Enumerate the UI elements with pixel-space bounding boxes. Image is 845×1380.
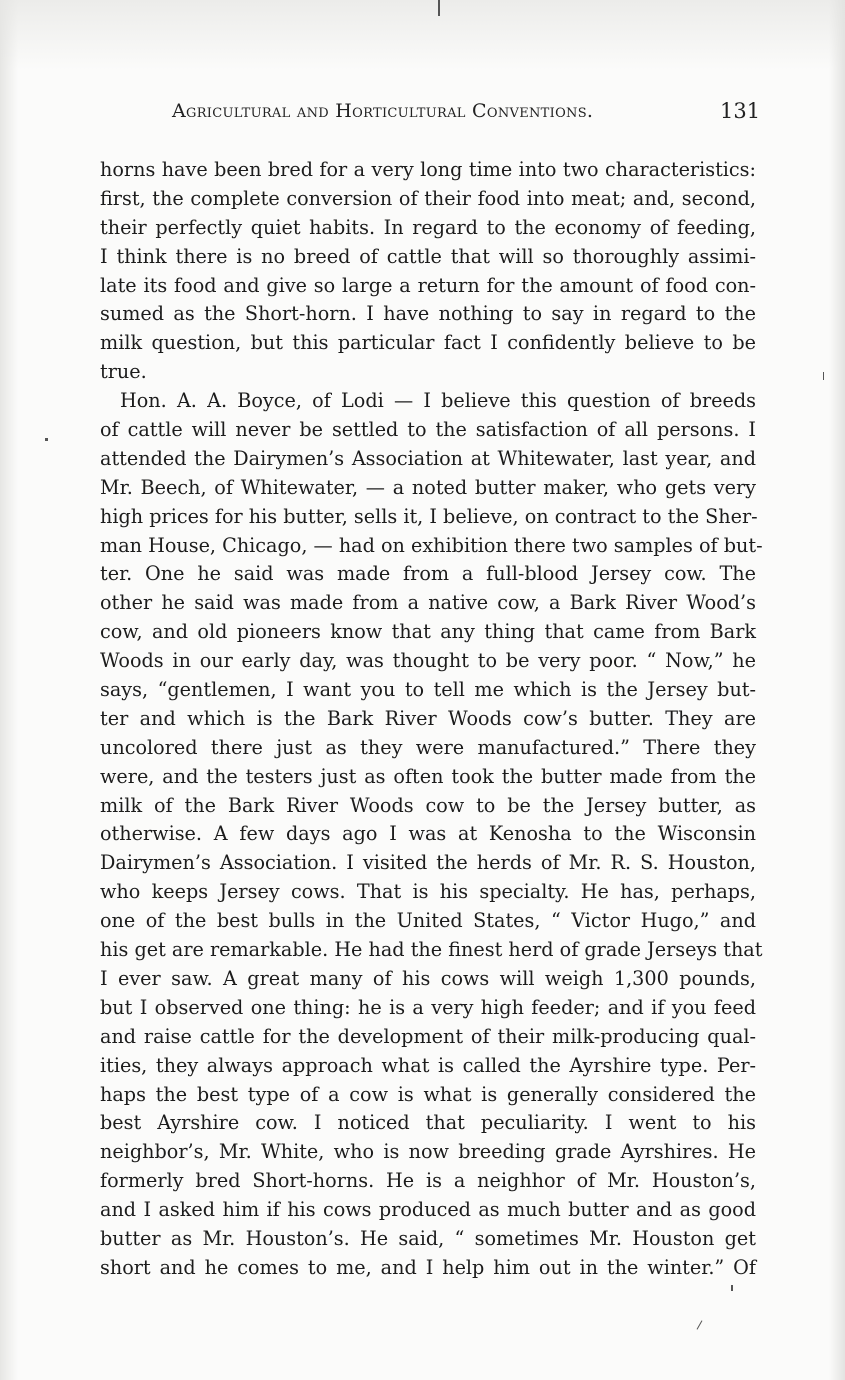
- text-line: butter as Mr. Houston’s. He said, “ sometimes Mr. Houston get: [100, 1226, 756, 1250]
- paragraph-start-line: Hon. A. A. Boyce, of Lodi — I believe this question of breeds: [120, 389, 756, 413]
- text-line: horns have been bred for a very long time into two characteristics:: [100, 158, 756, 181]
- text-line: man House, Chicago, — had on exhibition there two samples of but-: [100, 533, 763, 557]
- text-line: of cattle will never be settled to the satisfaction of all persons. I: [100, 418, 756, 442]
- text-line: and I asked him if his cows produced as much butter and as good: [100, 1198, 756, 1222]
- text-line: I think there is no breed of cattle that will so thoroughly assimi-: [100, 244, 756, 268]
- text-line: best Ayrshire cow. I noticed that peculiarity. I went to his: [100, 1111, 756, 1135]
- text-line: milk of the Bark River Woods cow to be the Jersey butter, as: [100, 793, 756, 817]
- text-line: other he said was made from a native cow, a Bark River Wood’s: [100, 591, 756, 615]
- text-line: who keeps Jersey cows. That is his specialty. He has, perhaps,: [100, 880, 756, 904]
- text-line: says, “gentlemen, I want you to tell me which is the Jersey but-: [100, 678, 756, 702]
- text-line: otherwise. A few days ago I was at Kenosha to the Wisconsin: [100, 822, 756, 846]
- scan-mark: [823, 372, 824, 380]
- text-line: his get are remarkable. He had the finest herd of grade Jerseys that: [100, 938, 763, 962]
- text-line: short and he comes to me, and I help him out in the winter.” Of: [100, 1255, 756, 1279]
- running-title: Agricultural and Horticultural Conventions.: [172, 100, 594, 122]
- text-line: but I observed one thing: he is a very high feeder; and if you feed: [100, 995, 756, 1019]
- text-line: and raise cattle for the development of their milk-producing qual-: [100, 1024, 756, 1048]
- page-edge-shadow-right: [829, 0, 845, 1380]
- text-line: Woods in our early day, was thought to be very poor. “ Now,” he: [100, 649, 756, 673]
- text-line: cow, and old pioneers know that any thing that came from Bark: [100, 620, 756, 644]
- text-line: milk question, but this particular fact I confidently believe to be: [100, 331, 756, 355]
- page-edge-shadow-left: [0, 0, 18, 1380]
- scan-mark: [45, 438, 48, 441]
- page-number: 131: [720, 99, 761, 123]
- text-line: Dairymen’s Association. I visited the herds of Mr. R. S. Houston,: [100, 851, 756, 875]
- text-line: their perfectly quiet habits. In regard to the economy of feeding,: [100, 215, 756, 239]
- text-line: late its food and give so large a return for the amount of food con-: [100, 273, 756, 297]
- scan-mark: [438, 0, 440, 16]
- text-line: one of the best bulls in the United States, “ Victor Hugo,” and: [100, 909, 756, 933]
- text-line: neighbor’s, Mr. White, who is now breeding grade Ayrshires. He: [100, 1140, 756, 1164]
- text-line: I ever saw. A great many of his cows will weigh 1,300 pounds,: [100, 966, 756, 990]
- text-line: were, and the testers just as often took the butter made from the: [100, 764, 756, 788]
- text-line: sumed as the Short-horn. I have nothing to say in regard to the: [100, 302, 756, 326]
- text-line: first, the complete conversion of their food into meat; and, second,: [100, 186, 756, 210]
- page-edge-shadow-top: [0, 0, 845, 70]
- text-line: attended the Dairymen’s Association at Whitewater, last year, and: [100, 446, 756, 470]
- scan-mark: [731, 1285, 733, 1291]
- body-text: [100, 156, 763, 1283]
- text-line: haps the best type of a cow is what is generally considered the: [100, 1082, 756, 1106]
- text-line: high prices for his butter, sells it, I believe, on contract to the Sher-: [100, 504, 758, 528]
- text-line: ter. One he said was made from a full-blood Jersey cow. The: [100, 562, 756, 586]
- text-line: ities, they always approach what is called the Ayrshire type. Per-: [100, 1053, 756, 1077]
- text-line: formerly bred Short-horns. He is a neighhor of Mr. Houston’s,: [100, 1169, 756, 1193]
- text-line: uncolored there just as they were manufactured.” There they: [100, 735, 756, 759]
- text-line: ter and which is the Bark River Woods cow’s butter. They are: [100, 706, 756, 730]
- text-line: Mr. Beech, of Whitewater, — a noted butter maker, who gets very: [100, 475, 756, 499]
- scan-mark: [697, 1320, 703, 1329]
- text-line: true.: [100, 360, 147, 384]
